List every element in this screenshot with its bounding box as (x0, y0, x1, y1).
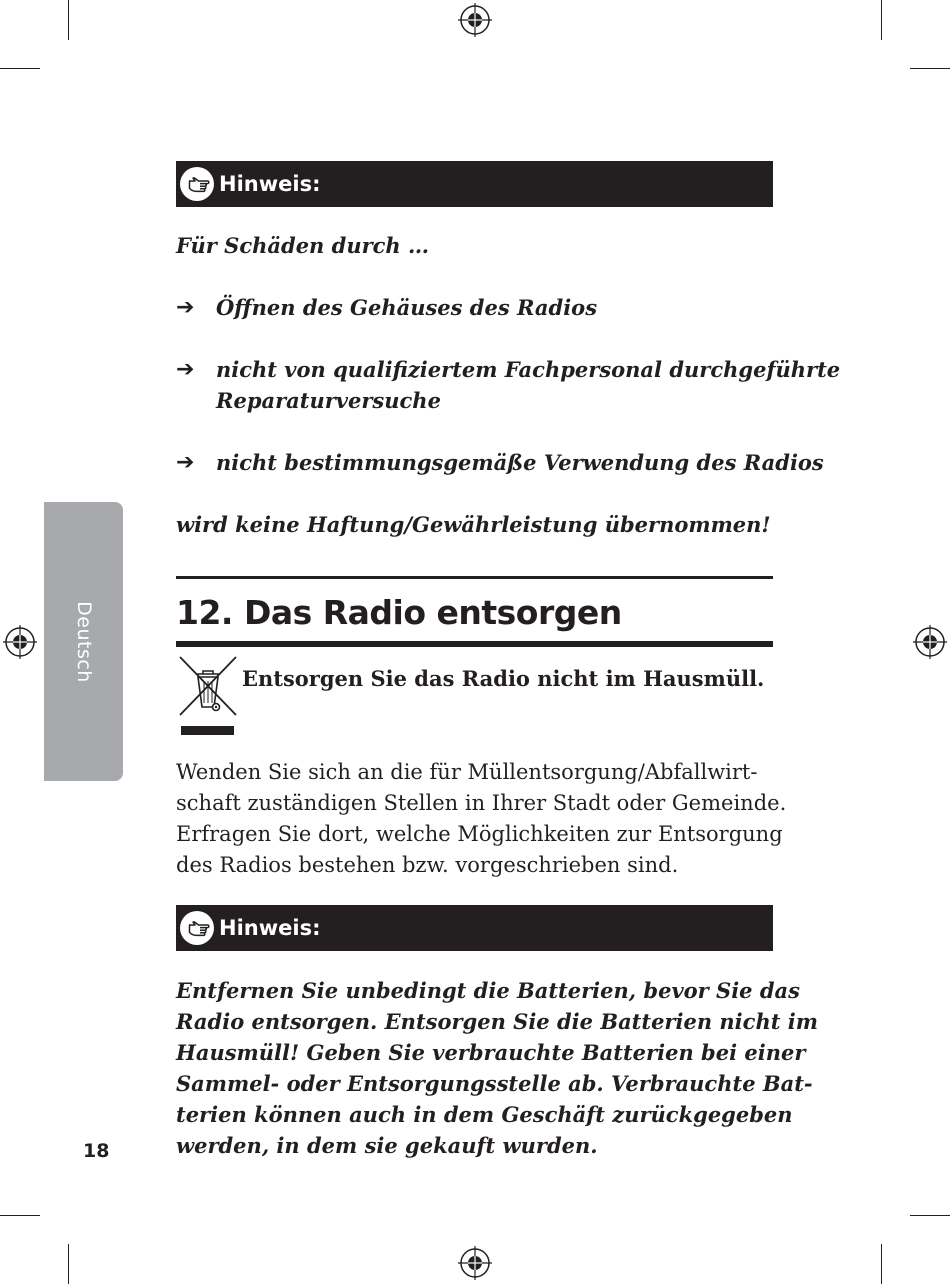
registration-mark-icon (458, 1246, 492, 1280)
notice-text-line: Entfernen Sie unbedingt die Batterien, bevor Sie das (176, 978, 800, 1003)
notice-text-line: terien können auch in dem Geschäft zurückgegeben (176, 1102, 793, 1127)
crop-mark (881, 1244, 882, 1284)
registration-mark-icon (3, 625, 37, 659)
crop-mark (0, 68, 40, 69)
arrow-bullet-icon: ➔ (176, 450, 195, 475)
bullet-text: nicht von qualifiziertem Fachpersonal durchgeführte (216, 357, 841, 382)
notice-intro: Für Schäden durch … (176, 233, 430, 258)
notice-text-line: Hausmüll! Geben Sie verbrauchte Batterien bei einer (176, 1040, 806, 1065)
pointing-hand-icon (180, 167, 214, 201)
disposal-heading: Entsorgen Sie das Radio nicht im Hausmüll. (242, 666, 765, 691)
crop-mark (68, 0, 69, 40)
pointing-hand-icon (180, 911, 214, 945)
page-number: 18 (83, 1140, 110, 1162)
notice-header-bar (176, 905, 773, 951)
language-tab-label: Deutsch (72, 600, 95, 683)
notice-outro: wird keine Haftung/Gewährleistung übernommen! (176, 512, 771, 537)
body-text-line: des Radios bestehen bzw. vorgeschrieben sind. (176, 853, 679, 877)
crop-mark (68, 1244, 69, 1284)
section-rule-top (176, 576, 773, 579)
crop-mark (910, 68, 950, 69)
notice-title: Hinweis: (219, 916, 321, 940)
notice-text-line: Radio entsorgen. Entsorgen Sie die Batterien nicht im (176, 1009, 818, 1034)
body-text-line: Wenden Sie sich an die für Müllentsorgung/Abfallwirt- (176, 760, 758, 784)
section-rule-bottom (176, 641, 773, 647)
registration-mark-icon (913, 625, 947, 659)
arrow-bullet-icon: ➔ (176, 295, 195, 320)
arrow-bullet-icon: ➔ (176, 357, 195, 382)
language-side-tab (44, 502, 123, 781)
notice-header-bar (176, 161, 773, 207)
notice-text-line: werden, in dem sie gekauft wurden. (176, 1133, 598, 1158)
crop-mark (910, 1215, 950, 1216)
notice-text-line: Sammel- oder Entsorgungsstelle ab. Verbrauchte Bat- (176, 1071, 813, 1096)
body-text-line: schaft zuständigen Stellen in Ihrer Stadt oder Gemeinde. (176, 791, 787, 815)
bullet-text: Öffnen des Gehäuses des Radios (216, 295, 598, 320)
crop-mark (881, 0, 882, 40)
bullet-text: Reparaturversuche (216, 388, 441, 413)
notice-title: Hinweis: (219, 172, 321, 196)
crop-mark (0, 1215, 40, 1216)
body-text-line: Erfragen Sie dort, welche Möglichkeiten zur Entsorgung (176, 822, 783, 846)
registration-mark-icon (458, 3, 492, 37)
crossed-out-wheelie-bin-icon (178, 655, 238, 737)
section-title: 12. Das Radio entsorgen (176, 593, 622, 632)
bullet-text: nicht bestimmungsgemäße Verwendung des Radios (216, 450, 824, 475)
